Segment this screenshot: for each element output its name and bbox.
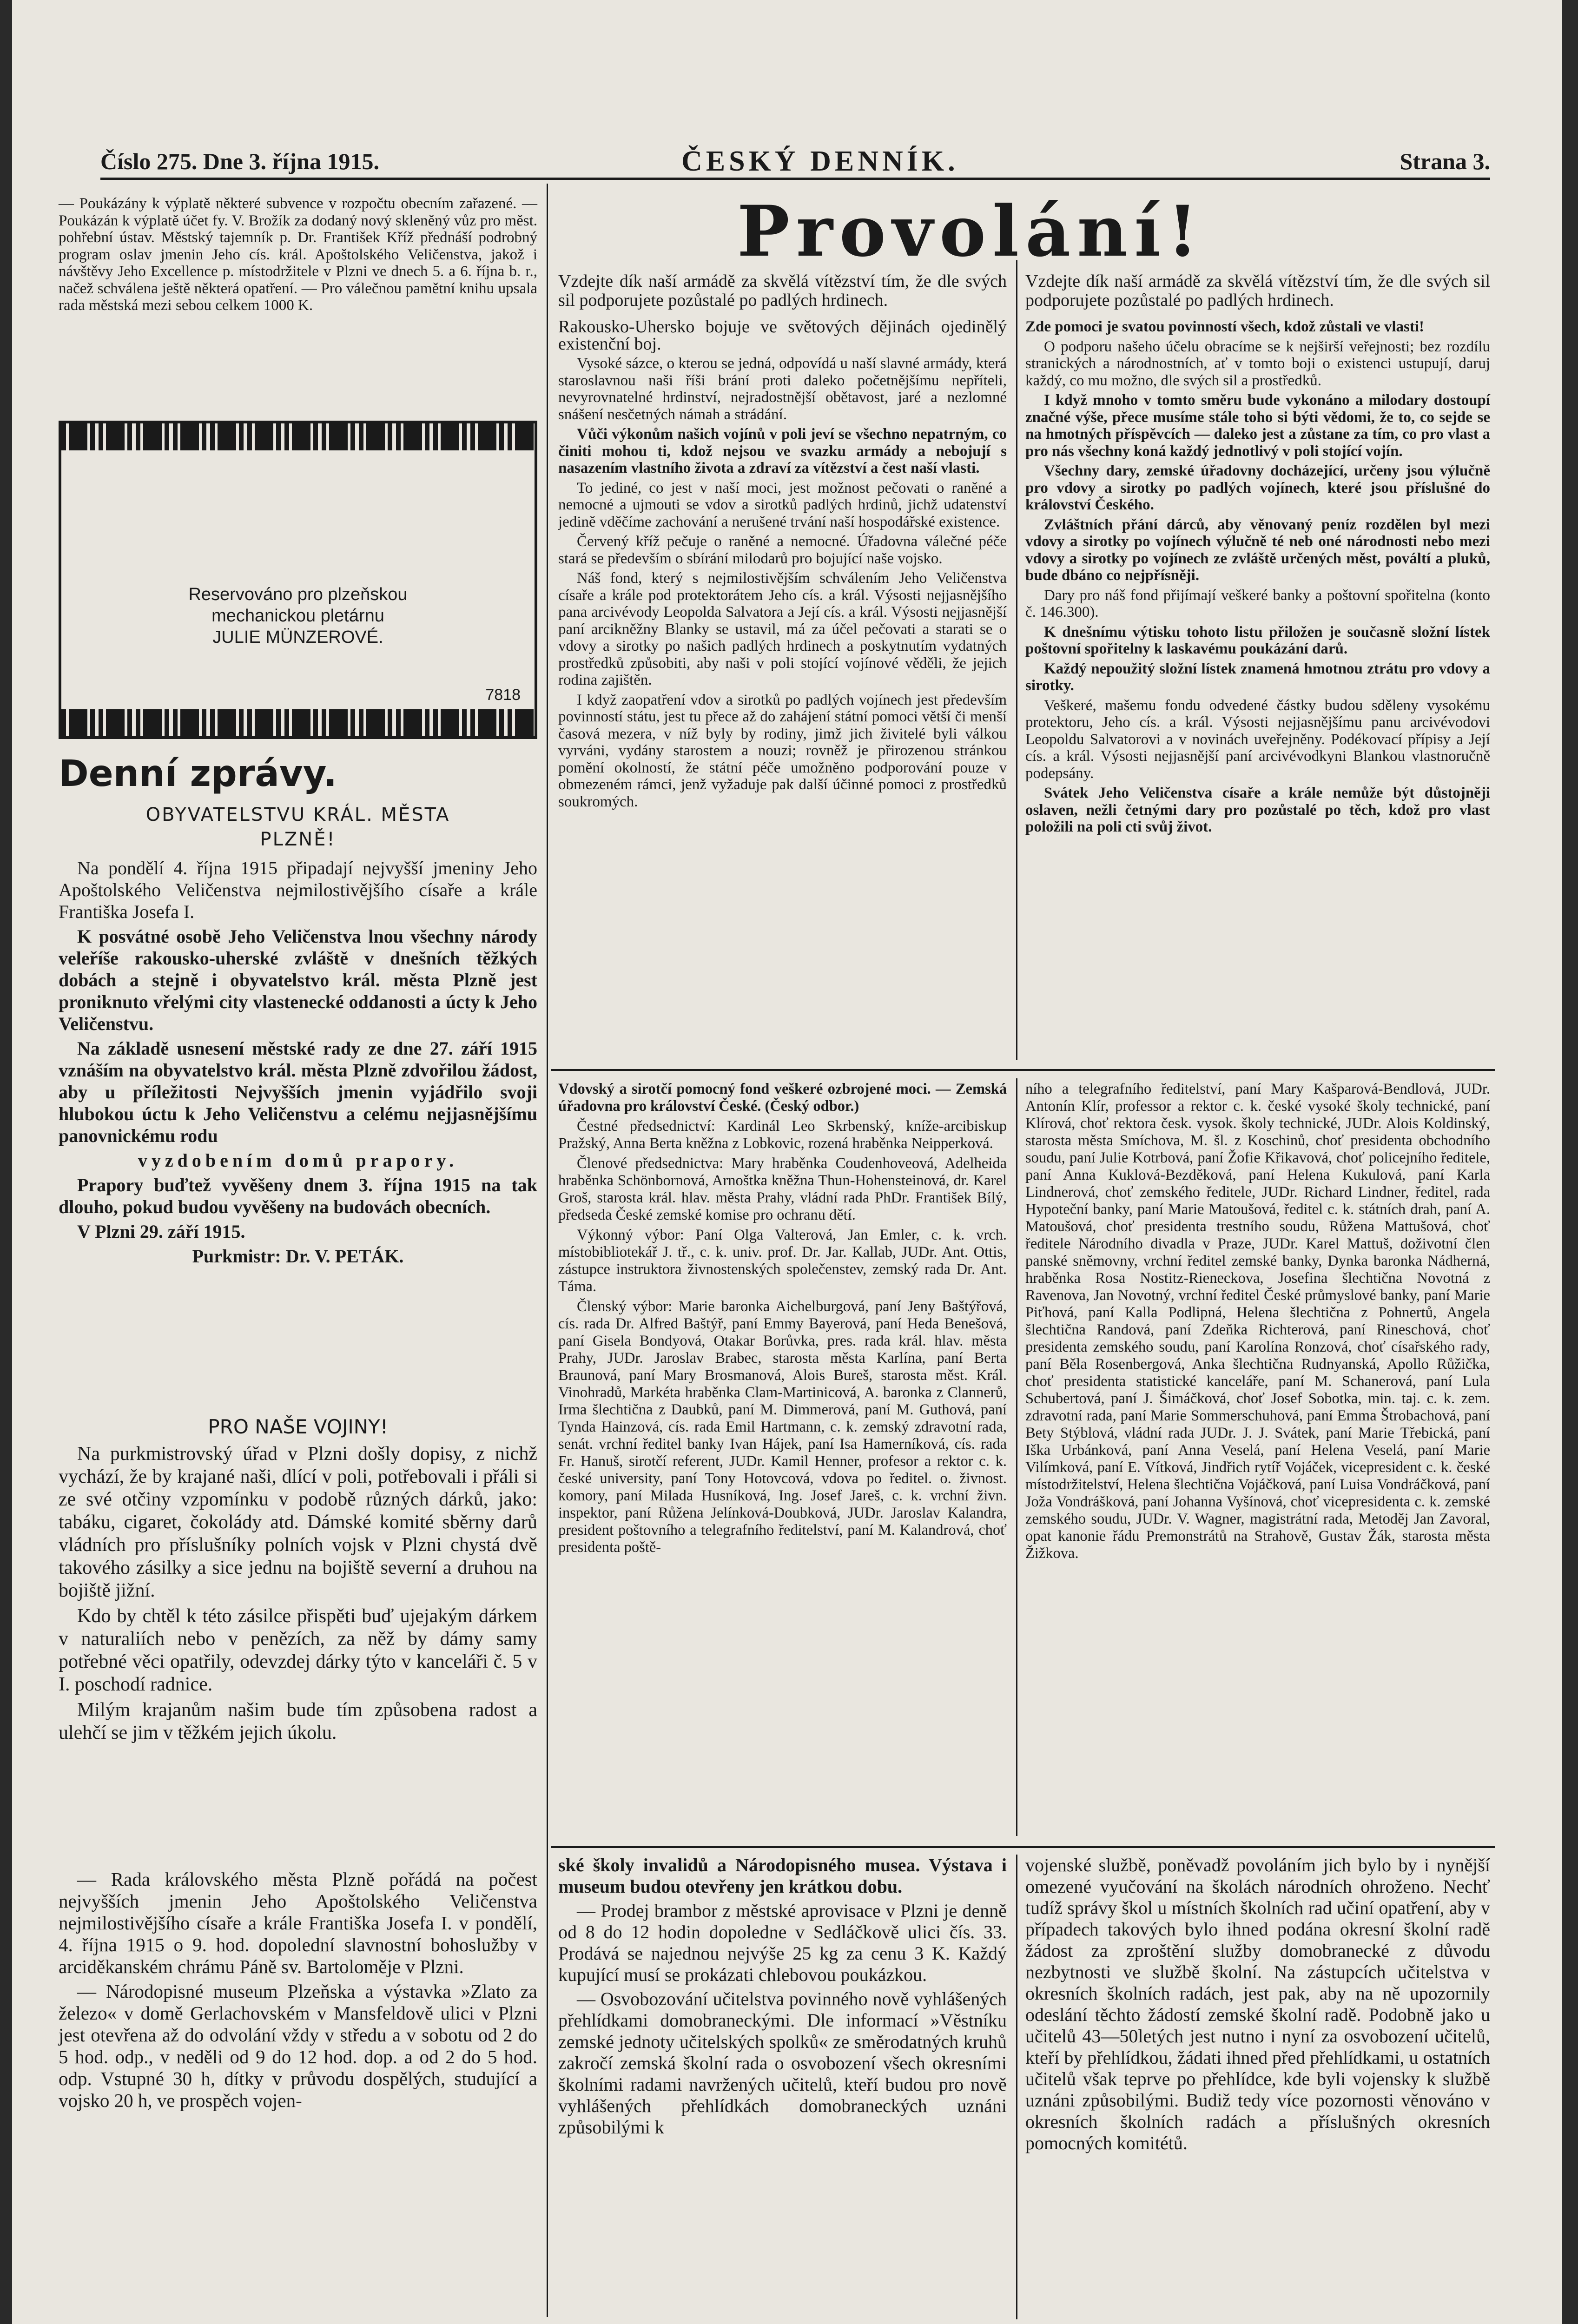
paragraph: Červený kříž pečuje o raněné a nemocné. Úřadovna válečné péče stará se především o sbírání milodarů pro bojující naše vojsko. bbox=[558, 533, 1007, 567]
council-notes bbox=[59, 195, 537, 317]
appeal-column-2 bbox=[1025, 272, 1490, 838]
paragraph: Zde pomoci je svatou povinností všech, kdož zůstali ve vlasti! bbox=[1025, 318, 1425, 335]
paragraph: Milým krajanům našim bude tím způsobena radost a ulehčí se jim v těžkém jejich úkolu. bbox=[59, 1699, 537, 1743]
paragraph: Na základě usnesení městské rady ze dne 27. září 1915 vznáším na obyvatelstvo král. města Plzně zdvořilou žádost, aby u příležitosti Nejvyšších jmenin vyjádřilo svoji hlubokou úctu k Jeho Veličenstvu a celému nejjasnějšímu panovnickému rodu bbox=[59, 1038, 537, 1146]
proclamation-column bbox=[59, 804, 537, 1270]
paragraph: Každý nepoužitý složní lístek znamená hmotnou ztrátu pro vdovy a sirotky. bbox=[1025, 660, 1490, 694]
column-divider bbox=[547, 184, 548, 2317]
paragraph: Na purkmistrovský úřad v Plzni došly dopisy, z nichž vychází, že by krajané naši, dlící v poli, potřebovali i přáli si ze své otčiny vzpomínku v podobě různých dárků, jako: tabáku, cigaret, čokolády atd. Dámské komité sběrny darů vládních pro příslušníky polních vojsk v Plzni chystá dvě takového zásilky a sice jednu na bojiště severní a druhou na bojiště jižní. bbox=[59, 1443, 537, 1601]
section-rule bbox=[551, 1846, 1495, 1848]
fund-members-column-1 bbox=[558, 1081, 1007, 1559]
paragraph: Svátek Jeho Veličenstva císaře a krále nemůže být důstojněji oslaven, nežli četnými dary pro pozůstalé po těch, kdož pro vlast položili na poli cti svůj život. bbox=[1025, 785, 1490, 835]
issue-date: Číslo 275. Dne 3. října 1915. bbox=[100, 148, 379, 174]
page-number: Strana 3. bbox=[1400, 148, 1490, 174]
proclamation-title: PLZNĚ! bbox=[260, 829, 336, 850]
place-date: V Plzni 29. září 1915. bbox=[77, 1221, 245, 1242]
paragraph: K posvátné osobě Jeho Veličenstva lnou všechny národy veleříše rakousko-uherské zvláště v dnešních těžkých dobách a stejně i obyvatelstvo král. města Plzně jest proniknuto vřelými city vlastenecké oddanosti a úcty k Jeho Veličenstvu. bbox=[59, 926, 537, 1034]
paragraph: — Osvobozování učitelstva povinného nově vyhlášených přehlídkami domobraneckými. Dle informací »Věstníku zemské jednoty učitelských spolků« ze směrodatných kruhů zakročí zemská školní rada o osvobození všech okresními školními radami navržených učitelů, kteří budou pro nově vyhlášených přehlídkách domobraneckých uznáni způsobilými k bbox=[558, 1988, 1007, 2138]
column-divider bbox=[1016, 1078, 1017, 1836]
paragraph: Vzdejte dík naší armádě za skvělá vítězství tím, že dle svých sil podporujete pozůstalé po padlých hrdinech. bbox=[558, 271, 1007, 310]
paragraph: Na pondělí 4. října 1915 připadají nejvyšší jmeniny Jeho Apoštolského Veličenstva nejmilostivějšího císaře a krále Františka Josefa I. bbox=[59, 858, 537, 922]
fund-members-column-2 bbox=[1025, 1081, 1490, 1565]
paragraph: Členský výbor: Marie baronka Aichelburgová, paní Jeny Baštýřová, cís. rada Dr. Alfred Baštýř, paní Emmy Bayerová, paní Heda Benešová, paní Gisela Bondyová, Otakar Borůvka, pres. rada král. hlav. města Prahy, JUDr. Jaroslav Brabec, starosta města Karlína, paní Berta Braunová, paní Mary Brosmanová, Alois Bureš, starosta měst. Král. Vinohradů, Markéta hraběnka Clam-Martinicová, A. baronka z Clannerů, Irma šlechtična z Daubků, paní M. Dimmerová, paní M. Guthová, paní Tynda Hainzová, cís. rada Emil Hartmann, c. k. zemský zdravotní rada, senát. vrchní ředitel banky Ivan Hájek, paní Isa Hamerníková, cís. rada Fr. Hanuš, sirotčí referent, JUDr. Kamil Henner, profesor a rektor c. k. české university, paní Tony Hotovcová, vdova po ředitel. o. živnost. komory, paní Milada Husníková, Ing. Josef Jareš, c. k. vrchní živn. inspektor, paní Růžena Jelínková-Doubková, JUDr. Jaroslav Kalandra, president poštovního a telegrafního ředitelství, paní M. Kalandrová, choť presidenta poště- bbox=[558, 1298, 1007, 1556]
paragraph: — Prodej brambor z městské aprovisace v Plzni je denně od 8 do 12 hodin dopoledne v Sedláčkově ulici čís. 33. Prodává se najednou nejvýše 25 kg za cenu 3 K. Každý kupující musí se prokázati chlebovou poukázkou. bbox=[558, 1900, 1007, 1985]
paragraph: Vůči výkonům našich vojínů v poli jeví se všechno nepatrným, co činiti mohou ti, kdož nejsou ve svazku armády a nebojují s nasazením vlastního života a zdraví za vítězství a čest naší vlasti. bbox=[558, 426, 1007, 476]
paragraph: Kdo by chtěl k této zásilce přispěti buď ujejakým dárkem v naturaliích nebo v penězích, za něž by dámy samy potřebné věci opatřily, odevzdej dárky týto v kanceláři č. 5 v I. poschodí radnice. bbox=[59, 1605, 537, 1695]
paragraph: ního a telegrafního ředitelství, paní Mary Kašparová-Bendlová, JUDr. Antonín Klír, professor a rektor c. k. české vysoké školy technické, paní Klírová, choť rektora česk. vysok. školy technické, JUDr. Alois Koldinský, starosta města Smíchova, M. šl. z Koschinů, choť presidenta obchodního soudu, paní Julie Kotrbová, paní Žofie Křikavová, choť policejního ředitele, paní Anna Kuklová-Bezděková, paní Helena Kukulová, paní Karla Lindnerová, choť zemského ředitele, JUDr. Richard Lindner, ředitel, rada Hypoteční banky, paní Marie Matoušová, ředitel c. k. státních drah, paní A. Matoušová, choť presidenta trestního soudu, Růžena Mattušová, choť ředitele Národního divadla v Praze, JUDr. Karel Mattuš, doživotní člen panské sněmovny, vrchní ředitel zemské banky, Dynka baronka Nádherná, hraběnka Rosa Nostitz-Rieneckova, Josefina šlechtična Novotná z Ravenova, Jan Novotný, vrchní ředitel České průmyslové banky, paní Marie Piťhová, paní Kalla Podlipná, Helena šlechtična z Pohnertů, Angela šlechtična Randová, paní Zdeňka Richterová, paní Rineschová, choť presidenta zemského soudu, paní Karolína Ronzová, choť císařského rady, paní Běla Rosenbergová, Anka šlechtična Rudnyanská, Apollo Růžička, choť presidenta statistické kanceláře, paní M. Schanerová, paní Lula Schubertová, paní J. Šimáčková, choť Josef Sobotka, min. taj. c. k. zem. zdravotní rada, paní Marie Sommerschuhová, paní Emma Štrobachová, paní Bety Stýblová, vládní rada JUDr. J. J. Svátek, paní Marie Třebická, paní Iška Urbánková, paní Anna Veselá, paní Helena Veselá, paní Marie Vilímková, paní E. Vítková, Jindřich rytíř Vojáček, vicepresident c. k. české místodržitelství, Helena šlechtična Vojáčková, paní Luisa Vondráčková, paní Joža Vondrášková, paní Johanna Vyšínová, choť vicepresidenta c. k. zemské zemského soudu, JUDr. V. Wagner, magistrátní rada, Metoděj Jan Zavoral, opat kanonie řádu Premonstrátů na Strahově, Gustav Žák, starosta města Žižkova. bbox=[1025, 1081, 1490, 1562]
paragraph: — Rada královského města Plzně pořádá na počest nejvyšších jmenin Jeho Apoštolského Veličenstva nejmilostivějšího císaře a krále Františka Josefa I. v pondělí, 4. října 1915 o 9. hod. dopolední slavnostní bohoslužby v arciděkanském chrámu Páně sv. Bartoloměje v Plzni. bbox=[59, 1868, 537, 1977]
paragraph: Členové předsednictva: Mary hraběnka Coudenhoveová, Adelheida hraběnka Schönbornová, Arnoštka kněžna Thun-Hohensteinová, dr. Karel Groš, starosta král. hlav. města Prahy, vládní rada PhDr. František Bílý, předseda České zemské komise pro ochranu dětí. bbox=[558, 1155, 1007, 1223]
paragraph: Čestné předsednictví: Kardinál Leo Skrbenský, kníže-arcibiskup Pražský, Anna Berta kněžna z Lobkovic, rozená hraběnka Neipperková. bbox=[558, 1118, 1007, 1152]
ad-line: JULIE MÜNZEROVÉ. bbox=[212, 627, 383, 647]
paragraph: To jediné, co jest v naší moci, jest možnost pečovati o raněné a nemocné a ujmouti se vdov a sirotků padlých hrdinů, jichž udatenství jedině vděčíme zachování a nerušené trvání naší hospodářské existence. bbox=[558, 479, 1007, 530]
council-notes-text: — Poukázány k výplatě některé subvence v rozpočtu obecním zařazené. — Poukázán k výplatě účet fy. V. Brožík za dodaný nový skleněný vůz pro měst. pohřební ústav. Městský tajemník p. Dr. František Kříž přednáší podrobný program oslav jmenin Jeho cís. král. Apoštolského Veličenstva, jakož i návštěvy Jeho Excellence p. místodržitele v Plzni ve dnech 5. a 6. října b. r., načež schválena ještě některá opatření. — Pro válečnou pamětní knihu upsala rada městská mezi sebou celkem 1000 K. bbox=[59, 195, 537, 314]
paragraph: Rakousko-Uhersko bojuje ve světových dějinách ojedinělý existenční boj. bbox=[558, 317, 1007, 354]
paragraph: O podporu našeho účelu obracíme se k nejširší veřejnosti; bez rozdílu stranických a národnostních, ať v tomto boji o existenci ustupují, daruj každý, co mu možno, dle svých sil a prostředků. bbox=[1025, 338, 1490, 389]
newspaper-title: ČESKÝ DENNÍK. bbox=[681, 145, 959, 177]
paragraph: vyzdobením domů prapory. bbox=[138, 1150, 458, 1171]
paragraph: Dary pro náš fond přijímají veškeré banky a poštovní spořitelna (konto č. 146.300). bbox=[1025, 587, 1490, 621]
paragraph: Zvláštních přání dárců, aby věnovaný peníz rozdělen byl mezi vdovy a sirotky po vojínech výlučně té neb oné národnosti nebo mezi vdovy a sirotky po vojínech ze zvláště určených měst, pováltí a pluků, bude dbáno co nejpřísněji. bbox=[1025, 516, 1490, 584]
bottom-right-news bbox=[1025, 1855, 1490, 2157]
paragraph: vojenské službě, poněvadž povoláním jich bylo by i nynější omezené vyučování na školách národních ohroženo. Nechť tudíž správy škol u místních školních rad učiní opatření, aby v případech takových bylo ihned podána okresní školní radě žádost za zproštění služby domobranecké z důvodu nezbytnosti ve službě školní. Na zástupcích učitelstva v okresních školních radách, jest pak, aby na ně upozornily odeslání těchto žádostí zemské školní radě. Podobně jako u učitelů 43—50letých jest nutno i nyní za osvobození učitelů, kteří by přehlídkou, žádati ihned před přehlídkami, u ostatních učitelů však teprve po přehlídce, kde byli vojensky k službě uznáni způsobilými. Budiž tedy více pozornosti věnováno v okresních školních radách a příslušných okresních pomocných komitétů. bbox=[1025, 1855, 1490, 2153]
paragraph: Náš fond, který s nejmilostivějším schválením Jeho Veličenstva císaře a krále pod protektorátem Jeho cís. a král. Výsosti nejjasnějšího pana arcivévody Leopolda Salvatora a Její cís. a král. Výsosti nejjasnější paní arcikněžny Blanky se ustavil, má za účel pečovati a starati se o vdovy a sirotky po našich padlých hrdinech a poskytnutím vydatných prostředků způsobiti, aby naši v poli stojící vojínové věděli, že jejich rodina zajištěn. bbox=[558, 570, 1007, 688]
paragraph: K dnešnímu výtisku tohoto listu přiložen je současně složní lístek poštovní spořitelny k laskavému poukázání darů. bbox=[1025, 623, 1490, 657]
ad-line: Reservováno pro plzeňskou bbox=[188, 585, 408, 604]
article-title: PRO NAŠE VOJINY! bbox=[208, 1415, 388, 1438]
paragraph: Veškeré, mašemu fondu odvedené částky budou sděleny vysokému protektoru, Jeho cís. a král. Výsosti nejjasnějšímu panu arcivévodovi Leopoldu Salvatorovi a v novinách uveřejněny. Podékovací přípisy a Její cís. a král. Výsosti nejjasnější paní arcivévodkyni Blankou vlastnoručně podepsány. bbox=[1025, 697, 1490, 782]
ad-number: 7818 bbox=[485, 686, 521, 704]
column-divider bbox=[1016, 1855, 1017, 2319]
paragraph: Vdovský a sirotčí pomocný fond veškeré ozbrojené moci. — Zemská úřadovna pro království České. (Český odbor.) bbox=[558, 1081, 1007, 1115]
city-notices bbox=[59, 1868, 537, 2114]
section-heading-denni-zpravy: Denní zprávy. bbox=[59, 753, 337, 795]
column-divider bbox=[1016, 260, 1017, 1060]
paragraph: I když zaopatření vdov a sirotků po padlých vojínech jest především povinností státu, jest tu přece až do zahájení státní pomoci větší či menší časová mezera, v níž byly by rodiny, jimž jich živitelé byli válkou vyrváni, vydány starostem a nouzi; rovněž je přirozenou stránkou pomění okolností, že státní péče umožněno podporování pouze v obmezeném rámci, jenž vyžaduje pak další účinné pomoci z prostředků soukromých. bbox=[558, 691, 1007, 810]
paragraph: Všechny dary, zemské úřadovny docházející, určeny jsou výlučně pro vdovy a sirotky po padlých vojínech, které jsou příslušné do království Českého. bbox=[1025, 462, 1490, 513]
paragraph: Vysoké sázce, o kterou se jedná, odpovídá u naší slavné armády, která staroslavnou naši říši brání proti daleko početnějšímu nepříteli, nevyrovnatelné hrdinství, nejradostnější obětavost, jaré a nezlomné snášení nesčetných námah a strádání. bbox=[558, 355, 1007, 423]
ad-text bbox=[61, 584, 535, 648]
soldiers-article bbox=[59, 1415, 537, 1747]
ad-border-band bbox=[61, 423, 535, 450]
paragraph: Výkonný výbor: Paní Olga Valterová, Jan Emler, c. k. vrch. místobibliotekář J. tř., c. k. univ. prof. Dr. Jar. Kallab, JUDr. Ant. Ottis, zástupce instruktora živnostenských společenstev, zemský rada Dr. Ant. Táma. bbox=[558, 1227, 1007, 1295]
appeal-heading: Provolání! bbox=[737, 191, 1205, 272]
newspaper-page bbox=[12, 0, 1562, 2324]
header-rule bbox=[100, 178, 1490, 180]
paragraph: — Národopisné museum Plzeňska a výstavka »Zlato za železo« v domě Gerlachovském v Mansfeldově ulici v Plzni jest otevřena až do odvolání vždy v středu a v sobotu od 2 do 5 hod. odp., v neděli od 9 do 12 hod. dop. a od 2 do 5 hod. odp. Vstupné 30 h, dítky v průvodu dospělých, studující a vojsko 20 h, ve prospěch vojen- bbox=[59, 1981, 537, 2111]
ad-border-band bbox=[61, 709, 535, 736]
page-header bbox=[100, 145, 1490, 177]
ad-line: mechanickou pletárnu bbox=[211, 606, 384, 626]
appeal-column-1 bbox=[558, 272, 1007, 813]
bottom-middle-news bbox=[558, 1855, 1007, 2141]
paragraph: I když mnoho v tomto směru bude vykonáno a milodary dostoupí značné výše, přece musíme stále toho si býti vědomi, že to, co sejde se na hmotných příspěvcích — daleko jest a zůstane za tím, co pro vlast a pro nás všechny koná každý jednotlivý v poli stojící vojín. bbox=[1025, 392, 1490, 460]
section-rule bbox=[551, 1069, 1495, 1071]
proclamation-title: OBYVATELSTVU KRÁL. MĚSTA bbox=[145, 804, 450, 825]
signature: Purkmistr: Dr. V. PETÁK. bbox=[192, 1246, 404, 1267]
paragraph: ské školy invalidů a Národopisného musea. Výstava i museum budou otevřeny jen krátkou dobu. bbox=[558, 1855, 1007, 1897]
paragraph: Prapory buďtež vyvěšeny dnem 3. října 1915 na tak dlouho, pokud budou vyvěšeny na budovách obecních. bbox=[59, 1175, 537, 1217]
paragraph: Vzdejte dík naší armádě za skvělá vítězství tím, že dle svých sil podporujete pozůstalé po padlých hrdinech. bbox=[1025, 271, 1490, 310]
advertisement-box bbox=[59, 421, 537, 739]
